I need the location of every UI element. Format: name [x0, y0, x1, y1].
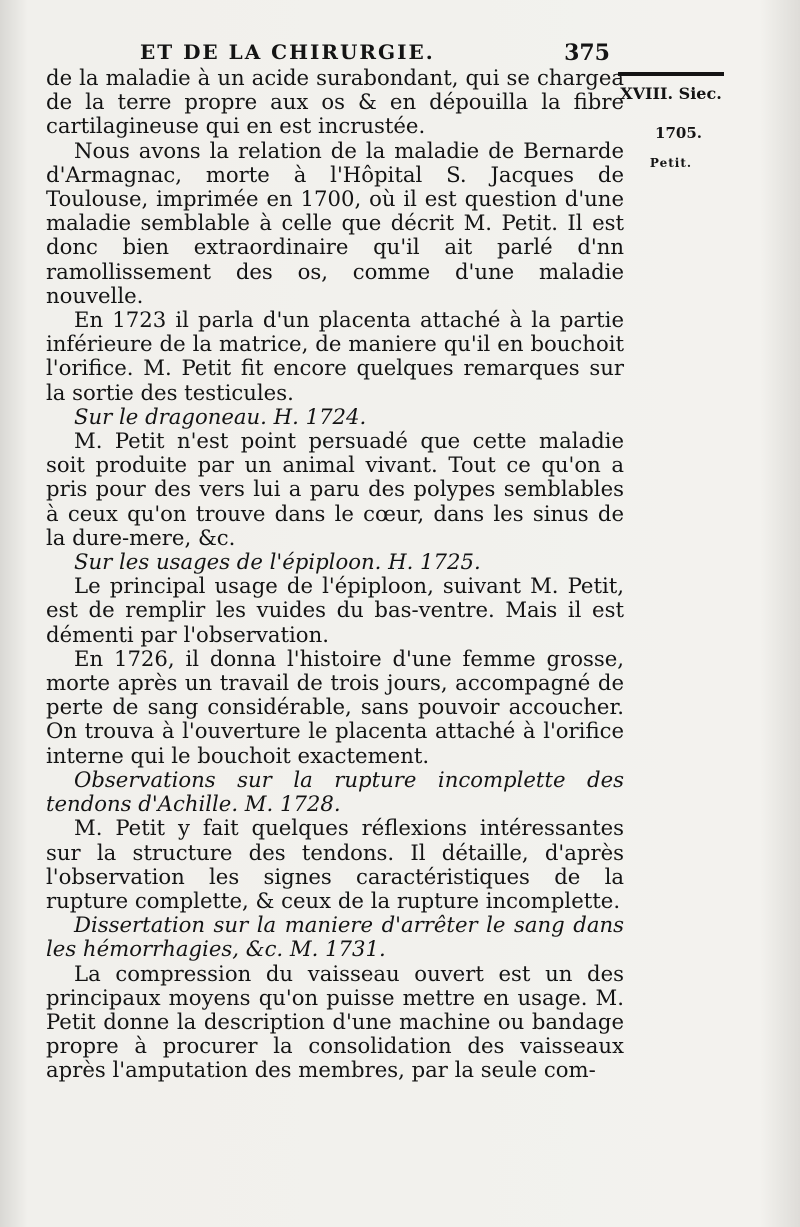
paragraph: En 1726, il donna l'histoire d'une femme grosse, morte après un travail de trois jours, accompagné de perte de sang considérable, sans pouvoir accoucher. On trouva à l'ouverture le placenta attaché à l'orifice interne qui le bouchoit exactement. [46, 645, 624, 768]
margin-note-century: XVIII. Siec. [620, 84, 722, 103]
section-heading: Dissertation sur la maniere d'arrêter le sang dans les hémorrhagies, &c. M. 1731. [46, 912, 624, 962]
section-heading: Observations sur la rupture incomplette des tendons d'Achille. M. 1728. [46, 766, 624, 817]
margin-note-author: Petit. [649, 156, 693, 170]
paragraph: La compression du vaisseau ouvert est un des principaux moyens qu'on puisse mettre en usage. M. Petit donne la description d'une machine ou bandage propre à procurer la consolidation des vaisseaux après l'amputation des membres, par la seule com- [46, 960, 624, 1083]
paragraph: Le principal usage de l'épiploon, suivant M. Petit, est de remplir les vuides du bas-ventre. Mais il est démenti par l'observation. [46, 573, 624, 647]
page-number: 375 [564, 40, 610, 66]
paragraph: de la maladie à un acide surabondant, qui se chargea de la terre propre aux os & en dépouilla la fibre cartilagineuse qui en est incrustée. [46, 65, 624, 139]
paragraph: En 1723 il parla d'un placenta attaché à la partie inférieure de la matrice, de maniere qu'il en bouchoit l'orifice. M. Petit fit encore quelques remarques sur la sortie des testicules. [46, 307, 624, 405]
paragraph: Nous avons la relation de la maladie de Bernarde d'Armagnac, morte à l'Hôpital S. Jacques de Toulouse, imprimée en 1700, où il est question d'une maladie semblable à celle que décrit M. Petit. Il est donc bien extraordinaire qu'il ait parlé d'nn ramollissement des os, comme d'une maladie nouvelle. [46, 137, 624, 308]
margin-rule [618, 72, 724, 76]
margin-note-year: 1705. [655, 124, 702, 142]
paragraph: M. Petit n'est point persuadé que cette maladie soit produite par un animal vivant. Tout ce qu'on a pris pour des vers lui a paru des polypes semblables à ceux qu'on trouve dans le cœur, dans les sinus de la dure-mere, &c. [46, 428, 624, 550]
body-text [46, 66, 624, 1083]
paragraph: M. Petit y fait quelques réflexions intéressantes sur la structure des tendons. Il détaille, d'après l'observation les signes caractéristiques de la rupture complette, & ceux de la rupture incomplette. [46, 815, 624, 913]
section-heading: Sur les usages de l'épiploon. H. 1725. [74, 549, 481, 575]
section-heading: Sur le dragoneau. H. 1724. [74, 403, 367, 429]
running-title: ET DE LA CHIRURGIE. [140, 40, 435, 64]
